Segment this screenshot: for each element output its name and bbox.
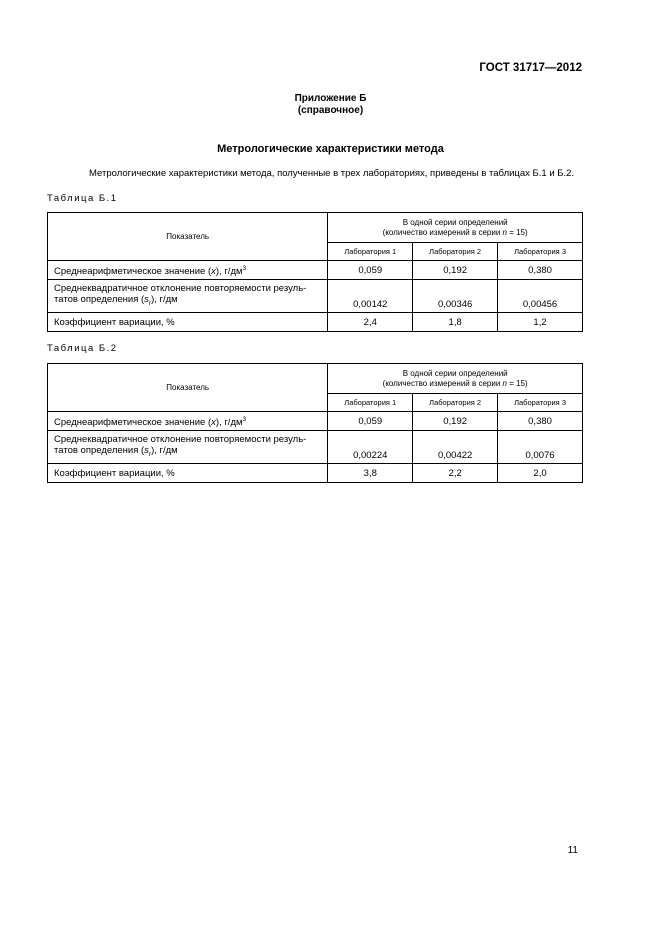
- metrology-table-1: [47, 212, 583, 332]
- annex-title: Приложение Б: [294, 93, 367, 104]
- group-header-line1: В одной серии определений: [402, 217, 508, 227]
- indicator-header: Показатель: [48, 213, 328, 261]
- standard-number: ГОСТ 31717—2012: [479, 62, 582, 74]
- section-heading: Метрологические характеристики метода: [217, 143, 444, 155]
- table-cell: 2,4: [328, 313, 413, 332]
- table-header-row: [48, 364, 583, 394]
- table-row: [48, 431, 583, 464]
- lab-1-header: Лаборатория 1: [328, 243, 413, 261]
- group-header-line2: (количество измерений в серии n = 15): [382, 227, 528, 237]
- indicator-header: Показатель: [48, 364, 328, 412]
- table-cell: 0,192: [413, 412, 498, 431]
- table-cell: 1,2: [498, 313, 583, 332]
- group-header: [328, 364, 583, 394]
- group-header-line1: В одной серии определений: [402, 368, 508, 378]
- table-header-row: [48, 213, 583, 243]
- table-cell: 1,8: [413, 313, 498, 332]
- table-cell: 0,0076: [498, 431, 583, 464]
- table-row: [48, 464, 583, 483]
- page-number: 11: [567, 845, 578, 856]
- lab-2-header: Лаборатория 2: [413, 394, 498, 412]
- lab-1-header: Лаборатория 1: [328, 394, 413, 412]
- table-row: [48, 261, 583, 280]
- table-cell: 0,380: [498, 261, 583, 280]
- table-cell: 0,192: [413, 261, 498, 280]
- table-caption: Таблица Б.1: [47, 193, 118, 204]
- table-caption: Таблица Б.2: [47, 343, 118, 354]
- table-cell: 0,00456: [498, 280, 583, 313]
- table-row: [48, 412, 583, 431]
- annex-heading: [0, 93, 661, 117]
- table-cell: 0,00224: [328, 431, 413, 464]
- annex-subtitle: (справочное): [297, 105, 364, 116]
- row-label: Среднеквадратичное отклонение повторяемости резуль- татов определения $(s_r)$, г/дм: [48, 280, 328, 313]
- row-label: Среднеарифметическое значение (x), $г/дм^3$: [48, 412, 328, 431]
- table-cell: 2,0: [498, 464, 583, 483]
- intro-paragraph: Метрологические характеристики метода, полученные в трех лабораториях, приведены в таблицах Б.1 и Б.2.: [89, 168, 575, 179]
- row-label: Среднеарифметическое значение (x), $г/дм^3$: [48, 261, 328, 280]
- table-cell: 0,059: [328, 412, 413, 431]
- table-cell: 0,00422: [413, 431, 498, 464]
- row-label: Коэффициент вариации, %: [48, 313, 328, 332]
- row-label: Коэффициент вариации, %: [48, 464, 328, 483]
- table-row: [48, 280, 583, 313]
- group-header-line2: (количество измерений в серии n = 15): [382, 378, 528, 388]
- table-row: [48, 313, 583, 332]
- table-cell: 0,059: [328, 261, 413, 280]
- table-cell: 2,2: [413, 464, 498, 483]
- table-cell: 0,00142: [328, 280, 413, 313]
- group-header: [328, 213, 583, 243]
- table-cell: 0,380: [498, 412, 583, 431]
- lab-2-header: Лаборатория 2: [413, 243, 498, 261]
- table-cell: 0,00346: [413, 280, 498, 313]
- lab-3-header: Лаборатория 3: [498, 243, 583, 261]
- table-cell: 3,8: [328, 464, 413, 483]
- lab-3-header: Лаборатория 3: [498, 394, 583, 412]
- metrology-table-2: [47, 363, 583, 483]
- row-label: Среднеквадратичное отклонение повторяемости резуль- татов определения $(s_r)$, г/дм: [48, 431, 328, 464]
